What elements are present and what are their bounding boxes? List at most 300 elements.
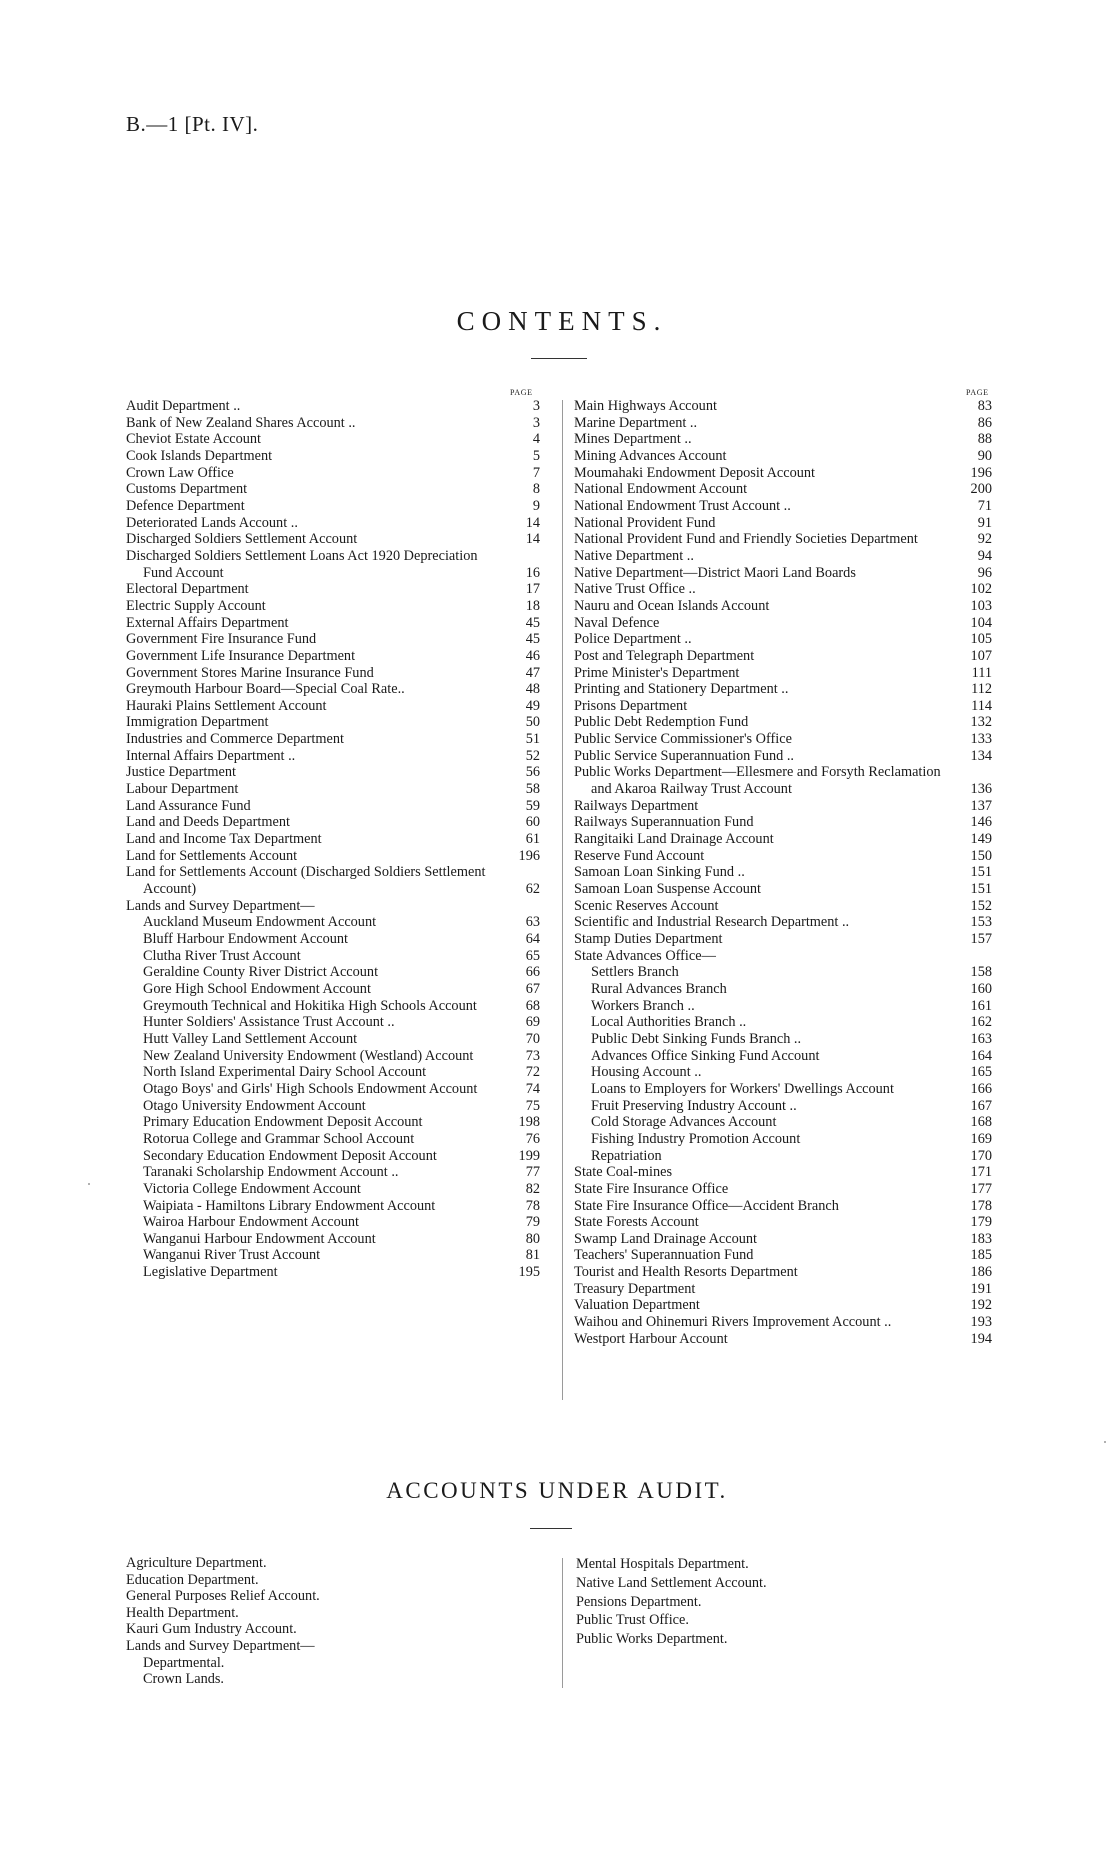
contents-entry — [126, 898, 540, 915]
entry-page-number: 160 — [970, 980, 992, 997]
entry-page-number: 158 — [970, 964, 992, 981]
entry-label: Railways Superannuation Fund — [574, 814, 754, 831]
entry-label: Taranaki Scholarship Endowment Account .. — [143, 1164, 399, 1181]
contents-entry — [126, 648, 540, 665]
entry-label: Main Highways Account — [574, 398, 717, 414]
column-divider — [562, 400, 563, 1400]
entry-label: Cheviot Estate Account — [126, 431, 261, 448]
entry-page-number: 196 — [518, 847, 540, 864]
entry-page-number: 51 — [525, 731, 540, 748]
entry-page-number: 61 — [525, 831, 540, 848]
contents-entry — [126, 581, 540, 598]
entry-page-number: 90 — [977, 447, 992, 464]
contents-entry — [126, 398, 540, 415]
audit-entry: Mental Hospitals Department. — [576, 1556, 749, 1572]
contents-entry — [574, 1281, 992, 1298]
contents-entry — [574, 831, 992, 848]
entry-label: Loans to Employers for Workers' Dwellings Account — [591, 1080, 894, 1097]
document-reference: B.—1 [Pt. IV]. — [126, 112, 259, 136]
entry-label: External Affairs Department — [126, 614, 289, 631]
entry-page-number: 183 — [970, 1230, 992, 1247]
entry-label: Clutha River Trust Account — [143, 947, 301, 964]
entry-page-number: 7 — [532, 464, 540, 481]
entry-page-number: 71 — [977, 497, 992, 514]
contents-entry — [126, 481, 540, 498]
entry-label: Victoria College Endowment Account — [143, 1180, 361, 1197]
entry-label: Native Trust Office .. — [574, 581, 696, 598]
entry-label: Public Works Department—Ellesmere and Forsyth Reclamation and Akaroa Railway Trust Account — [574, 764, 941, 798]
entry-page-number: 185 — [970, 1247, 992, 1264]
entry-label: Prime Minister's Department — [574, 664, 740, 681]
contents-entry — [126, 1081, 540, 1098]
entry-label: Electoral Department — [126, 581, 249, 598]
entry-label: Samoan Loan Suspense Account — [574, 881, 762, 898]
entry-page-number: 50 — [525, 714, 540, 731]
entry-page-number: 48 — [525, 681, 540, 698]
entry-page-number: 47 — [525, 664, 540, 681]
entry-page-number: 63 — [525, 914, 540, 931]
contents-entry — [574, 1031, 992, 1048]
contents-entry — [126, 1231, 540, 1248]
contents-entry — [126, 1114, 540, 1131]
entry-label: Primary Education Endowment Deposit Account — [143, 1114, 423, 1131]
entry-label: Rangitaiki Land Drainage Account — [574, 831, 774, 848]
entry-page-number: 70 — [525, 1030, 540, 1047]
entry-page-number: 165 — [970, 1064, 992, 1081]
entry-label: Government Stores Marine Insurance Fund — [126, 664, 374, 681]
entry-label: Reserve Fund Account — [574, 847, 705, 864]
entry-label: National Provident Fund — [574, 514, 716, 531]
entry-page-number: 9 — [532, 497, 540, 514]
contents-entry — [126, 431, 540, 448]
entry-label: Advances Office Sinking Fund Account — [591, 1047, 820, 1064]
entry-page-number: 105 — [970, 631, 992, 648]
contents-entry — [126, 948, 540, 965]
contents-entry — [574, 648, 992, 665]
contents-entry — [126, 814, 540, 831]
entry-page-number: 194 — [970, 1330, 992, 1347]
entry-page-number: 136 — [970, 781, 992, 798]
entry-label: Justice Department — [126, 764, 236, 781]
contents-entry — [574, 431, 992, 448]
entry-page-number: 45 — [525, 614, 540, 631]
audit-entry: Public Trust Office. — [576, 1612, 689, 1629]
contents-entry — [574, 1247, 992, 1264]
contents-entry — [574, 465, 992, 482]
entry-page-number: 170 — [970, 1147, 992, 1164]
entry-page-number: 75 — [525, 1097, 540, 1114]
entry-label: Railways Department — [574, 797, 699, 814]
entry-label: Greymouth Technical and Hokitika High Schools Account — [143, 997, 477, 1014]
contents-entry — [126, 914, 540, 931]
entry-label: Printing and Stationery Department .. — [574, 681, 789, 698]
contents-entry — [574, 1114, 992, 1131]
contents-entry — [574, 1314, 992, 1331]
contents-entry — [574, 948, 992, 965]
contents-entry — [574, 698, 992, 715]
entry-page-number: 78 — [525, 1197, 540, 1214]
entry-page-number: 81 — [525, 1247, 540, 1264]
entry-page-number: 69 — [525, 1014, 540, 1031]
entry-page-number: 14 — [525, 531, 540, 548]
entry-label: Bluff Harbour Endowment Account — [143, 931, 349, 947]
contents-entry — [126, 498, 540, 515]
entry-label: Repatriation — [591, 1147, 662, 1164]
audit-entry: Departmental. — [143, 1654, 225, 1671]
page-column-label-right: PAGE — [966, 388, 989, 397]
contents-entry — [574, 981, 992, 998]
entry-label: Customs Department — [126, 481, 248, 498]
entry-page-number: 86 — [977, 414, 992, 431]
entry-label: Bank of New Zealand Shares Account .. — [126, 414, 356, 431]
entry-page-number: 91 — [977, 514, 992, 531]
entry-page-number: 46 — [525, 647, 540, 664]
entry-page-number: 169 — [970, 1130, 992, 1147]
entry-page-number: 104 — [970, 614, 992, 631]
entry-label: Public Debt Redemption Fund — [574, 714, 749, 731]
entry-page-number: 18 — [525, 597, 540, 614]
entry-label: Hunter Soldiers' Assistance Trust Account .. — [143, 1014, 395, 1031]
contents-entry — [126, 665, 540, 682]
entry-page-number: 195 — [518, 1264, 540, 1281]
entry-label: Public Service Commissioner's Office — [574, 731, 792, 748]
entry-label: Waipiata - Hamiltons Library Endowment Account — [143, 1197, 436, 1214]
contents-entry — [126, 1014, 540, 1031]
entry-label: Defence Department — [126, 497, 245, 514]
contents-entry — [574, 998, 992, 1015]
entry-label: Industries and Commerce Department — [126, 731, 344, 748]
entry-label: Tourist and Health Resorts Department — [574, 1264, 798, 1281]
entry-label: Hutt Valley Land Settlement Account — [143, 1030, 358, 1047]
entry-label: State Advances Office— — [574, 947, 716, 964]
entry-page-number: 186 — [970, 1264, 992, 1281]
entry-page-number: 151 — [970, 864, 992, 881]
entry-label: Housing Account .. — [591, 1064, 702, 1081]
contents-entry — [574, 798, 992, 815]
entry-label: Valuation Department — [574, 1297, 700, 1314]
entry-page-number: 112 — [971, 681, 992, 698]
contents-entry — [126, 831, 540, 848]
entry-page-number: 64 — [525, 931, 540, 947]
audit-left-list — [126, 1555, 320, 1688]
page-column-label-left: PAGE — [510, 388, 533, 397]
contents-entry — [574, 1048, 992, 1065]
scan-speck — [1104, 1441, 1106, 1443]
entry-page-number: 80 — [525, 1230, 540, 1247]
entry-page-number: 178 — [970, 1197, 992, 1214]
entry-label: Settlers Branch — [591, 964, 679, 981]
entry-page-number: 146 — [970, 814, 992, 831]
entry-label: Government Life Insurance Department — [126, 647, 356, 664]
contents-entry — [574, 1264, 992, 1281]
contents-entry — [126, 764, 540, 781]
audit-entry: Public Works Department. — [576, 1631, 728, 1648]
contents-entry — [574, 515, 992, 532]
entry-label: Discharged Soldiers Settlement Account — [126, 531, 358, 548]
entry-page-number: 200 — [970, 481, 992, 498]
entry-label: Internal Affairs Department .. — [126, 747, 296, 764]
entry-page-number: 96 — [977, 564, 992, 581]
contents-entry — [574, 1098, 992, 1115]
title-rule — [531, 358, 587, 359]
contents-entry — [574, 531, 992, 548]
contents-entry — [574, 1214, 992, 1231]
contents-entry — [126, 415, 540, 432]
audit-entry: Pensions Department. — [576, 1593, 702, 1610]
contents-entry — [574, 1081, 992, 1098]
contents-entry — [126, 531, 540, 548]
entry-label: Mines Department .. — [574, 431, 692, 448]
entry-page-number: 79 — [525, 1214, 540, 1231]
entry-page-number: 193 — [970, 1314, 992, 1331]
contents-entry — [574, 848, 992, 865]
contents-entry — [126, 1031, 540, 1048]
contents-entry — [126, 981, 540, 998]
entry-label: State Fire Insurance Office — [574, 1180, 729, 1197]
contents-entry — [126, 598, 540, 615]
entry-page-number: 17 — [525, 581, 540, 598]
entry-page-number: 199 — [518, 1147, 540, 1164]
contents-entry — [126, 848, 540, 865]
entry-label: Swamp Land Drainage Account — [574, 1230, 758, 1247]
entry-label: Cook Islands Department — [126, 447, 273, 464]
contents-entry — [574, 631, 992, 648]
entry-page-number: 150 — [970, 847, 992, 864]
contents-entry — [574, 581, 992, 598]
entry-label: Cold Storage Advances Account — [591, 1114, 777, 1131]
entry-label: Auckland Museum Endowment Account — [143, 914, 377, 931]
contents-entry — [126, 1148, 540, 1165]
contents-entry — [126, 1264, 540, 1281]
entry-page-number: 152 — [970, 897, 992, 914]
entry-label: State Coal-mines — [574, 1164, 673, 1181]
contents-entry — [126, 448, 540, 465]
entry-label: Prisons Department — [574, 697, 688, 714]
contents-entry — [126, 1247, 540, 1264]
entry-label: Moumahaki Endowment Deposit Account — [574, 464, 816, 481]
contents-entry — [574, 764, 992, 797]
entry-page-number: 168 — [970, 1114, 992, 1131]
entry-label: Immigration Department — [126, 714, 269, 731]
entry-label: Police Department .. — [574, 631, 692, 648]
contents-entry — [574, 1331, 992, 1348]
contents-entry — [126, 998, 540, 1015]
contents-entry — [574, 1164, 992, 1181]
entry-label: Crown Law Office — [126, 464, 234, 481]
contents-entry — [126, 798, 540, 815]
audit-title-rule — [530, 1528, 572, 1529]
entry-page-number: 163 — [970, 1030, 992, 1047]
contents-entry — [574, 498, 992, 515]
entry-page-number: 166 — [970, 1080, 992, 1097]
entry-page-number: 16 — [525, 564, 540, 581]
entry-page-number: 83 — [977, 398, 992, 414]
entry-page-number: 111 — [971, 664, 992, 681]
contents-entry — [574, 814, 992, 831]
contents-entry — [574, 714, 992, 731]
contents-entry — [126, 864, 540, 897]
entry-label: Wairoa Harbour Endowment Account — [143, 1214, 360, 1231]
entry-page-number: 102 — [970, 581, 992, 598]
entry-page-number: 8 — [532, 481, 540, 498]
contents-entry — [574, 1181, 992, 1198]
audit-entry: Lands and Survey Department— — [126, 1637, 315, 1654]
contents-entry — [574, 731, 992, 748]
entry-label: North Island Experimental Dairy School Account — [143, 1064, 427, 1081]
entry-page-number: 192 — [970, 1297, 992, 1314]
entry-page-number: 45 — [525, 631, 540, 648]
entry-label: National Endowment Account — [574, 481, 748, 498]
contents-entry — [574, 1131, 992, 1148]
entry-label: Labour Department — [126, 781, 239, 798]
entry-label: Audit Department .. — [126, 398, 241, 414]
contents-entry — [126, 681, 540, 698]
entry-label: State Forests Account — [574, 1214, 699, 1231]
entry-page-number: 73 — [525, 1047, 540, 1064]
entry-label: Land and Deeds Department — [126, 814, 290, 831]
entry-label: Secondary Education Endowment Deposit Account — [143, 1147, 437, 1164]
contents-entry — [126, 1198, 540, 1215]
contents-entry — [126, 1048, 540, 1065]
contents-entry — [574, 398, 992, 415]
entry-label: Otago University Endowment Account — [143, 1097, 366, 1114]
contents-entry — [126, 615, 540, 632]
audit-entry: Kauri Gum Industry Account. — [126, 1621, 297, 1638]
entry-page-number: 107 — [970, 647, 992, 664]
entry-label: Electric Supply Account — [126, 597, 266, 614]
entry-label: Treasury Department — [574, 1280, 696, 1297]
entry-page-number: 191 — [970, 1280, 992, 1297]
entry-page-number: 60 — [525, 814, 540, 831]
entry-page-number: 52 — [525, 747, 540, 764]
contents-entry — [574, 964, 992, 981]
contents-entry — [126, 1064, 540, 1081]
entry-label: Waihou and Ohinemuri Rivers Improvement Account .. — [574, 1314, 892, 1331]
entry-label: Government Fire Insurance Fund — [126, 631, 317, 648]
contents-entry — [126, 698, 540, 715]
entry-page-number: 94 — [977, 547, 992, 564]
entry-label: Samoan Loan Sinking Fund .. — [574, 864, 745, 881]
entry-page-number: 4 — [532, 431, 540, 448]
entry-page-number: 196 — [970, 464, 992, 481]
entry-label: Geraldine County River District Account — [143, 964, 379, 981]
entry-label: Westport Harbour Account — [574, 1330, 728, 1347]
entry-page-number: 153 — [970, 914, 992, 931]
contents-entry — [574, 548, 992, 565]
contents-entry — [126, 631, 540, 648]
entry-label: Naval Defence — [574, 614, 660, 631]
entry-label: Public Debt Sinking Funds Branch .. — [591, 1030, 802, 1047]
entry-page-number: 177 — [970, 1180, 992, 1197]
contents-entry — [126, 465, 540, 482]
entry-page-number: 49 — [525, 697, 540, 714]
contents-entry — [574, 748, 992, 765]
entry-label: Gore High School Endowment Account — [143, 980, 371, 997]
entry-label: Discharged Soldiers Settlement Loans Act 1920 Depreciation Fund Account — [126, 547, 478, 581]
entry-page-number: 74 — [525, 1080, 540, 1097]
entry-page-number: 114 — [971, 697, 992, 714]
entry-page-number: 67 — [525, 980, 540, 997]
scan-speck — [88, 1183, 90, 1185]
entry-page-number: 14 — [525, 514, 540, 531]
contents-entry — [574, 1014, 992, 1031]
entry-label: Stamp Duties Department — [574, 931, 723, 947]
entry-page-number: 157 — [970, 931, 992, 947]
entry-page-number: 58 — [525, 781, 540, 798]
entry-label: Mining Advances Account — [574, 447, 727, 464]
entry-page-number: 5 — [532, 447, 540, 464]
entry-page-number: 164 — [970, 1047, 992, 1064]
entry-page-number: 137 — [970, 797, 992, 814]
contents-entry — [574, 415, 992, 432]
entry-page-number: 161 — [970, 997, 992, 1014]
contents-entry — [574, 914, 992, 931]
entry-page-number: 68 — [525, 997, 540, 1014]
entry-label: Native Department .. — [574, 547, 694, 564]
entry-label: Workers Branch .. — [591, 997, 695, 1014]
contents-entry — [126, 1098, 540, 1115]
audit-entry: Education Department. — [126, 1571, 259, 1588]
entry-page-number: 72 — [525, 1064, 540, 1081]
contents-entry — [126, 1214, 540, 1231]
entry-label: Rural Advances Branch — [591, 980, 727, 997]
contents-entry — [126, 714, 540, 731]
entry-page-number: 3 — [532, 398, 540, 414]
contents-entry — [574, 931, 992, 948]
entry-page-number: 56 — [525, 764, 540, 781]
contents-entry — [126, 1131, 540, 1148]
entry-page-number: 76 — [525, 1130, 540, 1147]
contents-entry — [574, 448, 992, 465]
entry-label: State Fire Insurance Office—Accident Branch — [574, 1197, 839, 1214]
entry-label: Land for Settlements Account (Discharged Soldiers Settlement Account) — [126, 864, 486, 898]
entry-page-number: 162 — [970, 1014, 992, 1031]
entry-page-number: 77 — [525, 1164, 540, 1181]
contents-entry — [574, 1231, 992, 1248]
entry-label: Deteriorated Lands Account .. — [126, 514, 298, 531]
contents-entry — [126, 964, 540, 981]
contents-entry — [574, 1198, 992, 1215]
audit-right-list — [576, 1555, 767, 1649]
contents-entry — [126, 515, 540, 532]
entry-label: Greymouth Harbour Board—Special Coal Rate.. — [126, 681, 405, 698]
contents-entry — [574, 864, 992, 881]
entry-page-number: 198 — [518, 1114, 540, 1131]
audit-entry: General Purposes Relief Account. — [126, 1588, 320, 1605]
contents-entry — [574, 565, 992, 582]
entry-label: Legislative Department — [143, 1264, 278, 1281]
contents-entry — [574, 1064, 992, 1081]
entry-page-number: 82 — [525, 1180, 540, 1197]
contents-entry — [126, 548, 540, 581]
contents-entry — [574, 898, 992, 915]
entry-page-number: 179 — [970, 1214, 992, 1231]
entry-label: Marine Department .. — [574, 414, 698, 431]
entry-label: Lands and Survey Department— — [126, 897, 315, 914]
contents-entry — [574, 615, 992, 632]
entry-label: Public Service Superannuation Fund .. — [574, 747, 794, 764]
contents-entry — [126, 1164, 540, 1181]
contents-entry — [574, 881, 992, 898]
entry-page-number: 66 — [525, 964, 540, 981]
entry-label: Fruit Preserving Industry Account .. — [591, 1097, 797, 1114]
entry-label: National Provident Fund and Friendly Societies Department — [574, 531, 918, 548]
contents-entry — [126, 1181, 540, 1198]
contents-entry — [126, 731, 540, 748]
accounts-under-audit-title: ACCOUNTS UNDER AUDIT. — [386, 1478, 728, 1503]
entry-label: Land Assurance Fund — [126, 797, 251, 814]
contents-entry — [574, 481, 992, 498]
